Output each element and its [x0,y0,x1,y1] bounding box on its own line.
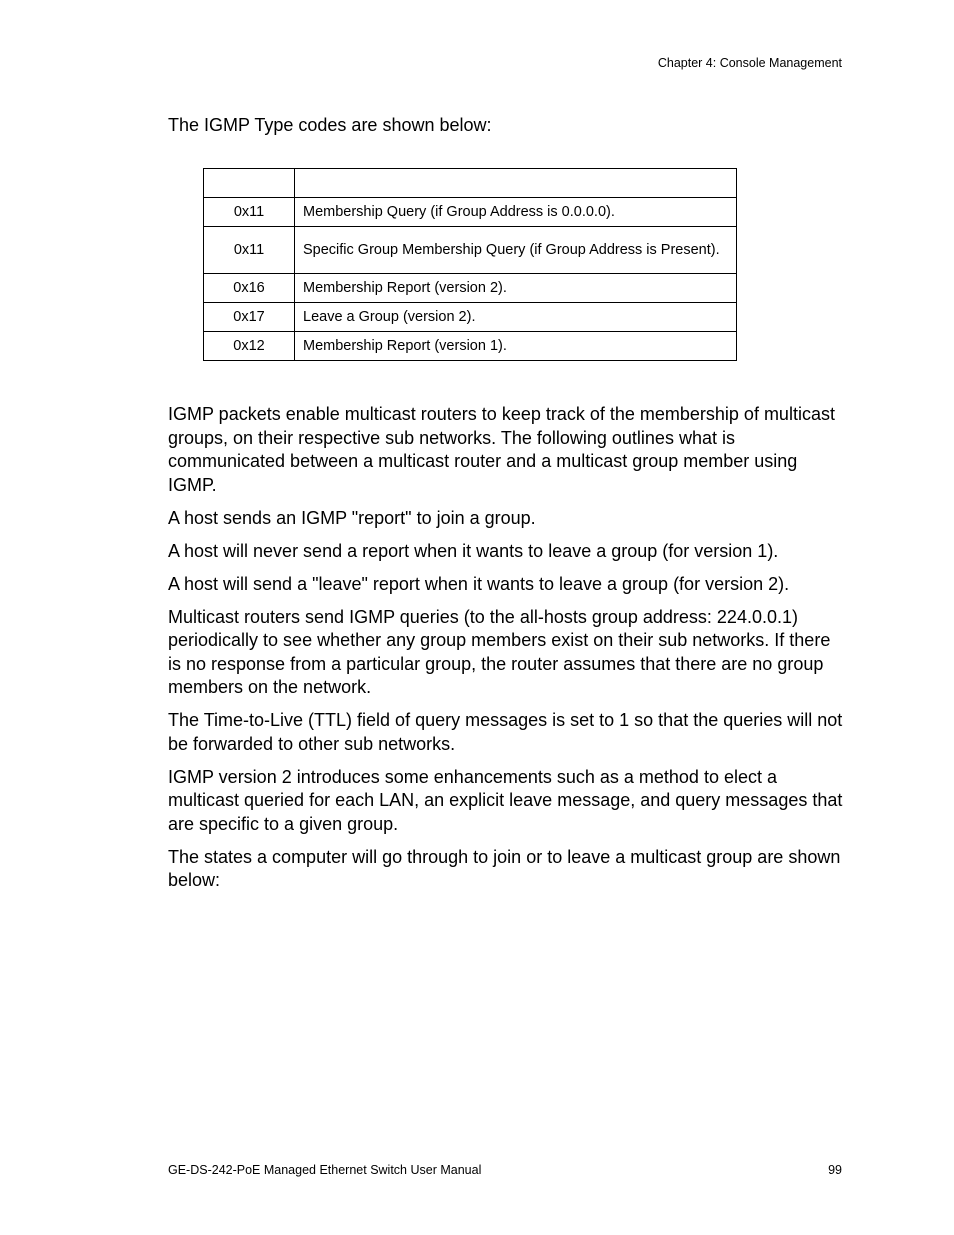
type-description-cell: Membership Query (if Group Address is 0.0.0.0). [295,198,737,227]
paragraph-states: The states a computer will go through to join or to leave a multicast group are shown below: [168,846,841,890]
table-row [204,303,737,332]
table-intro-text: The IGMP Type codes are shown below: [168,115,492,135]
table-header-row [204,169,737,198]
body-text [168,403,848,902]
table-header-description [295,169,737,198]
paragraph-igmp-v2: IGMP version 2 introduces some enhancements such as a method to elect a multicast queried for each LAN, an explicit leave message, and query messages that are specific to a given group. [168,766,843,834]
paragraph-join-report: A host sends an IGMP "report" to join a group. [168,507,536,528]
table-row [204,274,737,303]
igmp-type-codes-table [203,168,737,361]
table-row [204,227,737,274]
paragraph-router-queries: Multicast routers send IGMP queries (to the all-hosts group address: 224.0.0.1) periodically to see whether any group members exist on their sub networks. If there is no response from a particular group, the router assumes that there are no group members on the network. [168,606,831,697]
paragraph-leave-v1: A host will never send a report when it wants to leave a group (for version 1). [168,540,779,561]
type-code-cell: 0x12 [204,332,295,361]
type-description-cell: Membership Report (version 1). [295,332,737,361]
chapter-header: Chapter 4: Console Management [657,56,842,70]
type-description-cell: Leave a Group (version 2). [295,303,737,332]
type-code-cell: 0x17 [204,303,295,332]
type-code-cell: 0x11 [204,198,295,227]
footer-manual-title: GE-DS-242-PoE Managed Ethernet Switch User Manual [168,1163,482,1177]
type-description-cell: Membership Report (version 2). [295,274,737,303]
paragraph-leave-v2: A host will send a "leave" report when it wants to leave a group (for version 2). [168,573,790,594]
type-description-cell: Specific Group Membership Query (if Group Address is Present). [295,227,737,274]
paragraph-ttl: The Time-to-Live (TTL) field of query messages is set to 1 so that the queries will not be forwarded to other sub networks. [168,710,843,754]
paragraph-igmp-overview: IGMP packets enable multicast routers to keep track of the membership of multicast groups, on their respective sub networks. The following outlines what is communicated between a multicast router and a multicast group member using IGMP. [168,404,835,495]
type-code-cell: 0x11 [204,227,295,274]
table-row [204,332,737,361]
table-row [204,198,737,227]
footer-page-number: 99 [828,1163,842,1177]
type-code-cell: 0x16 [204,274,295,303]
table-header-code [204,169,295,198]
